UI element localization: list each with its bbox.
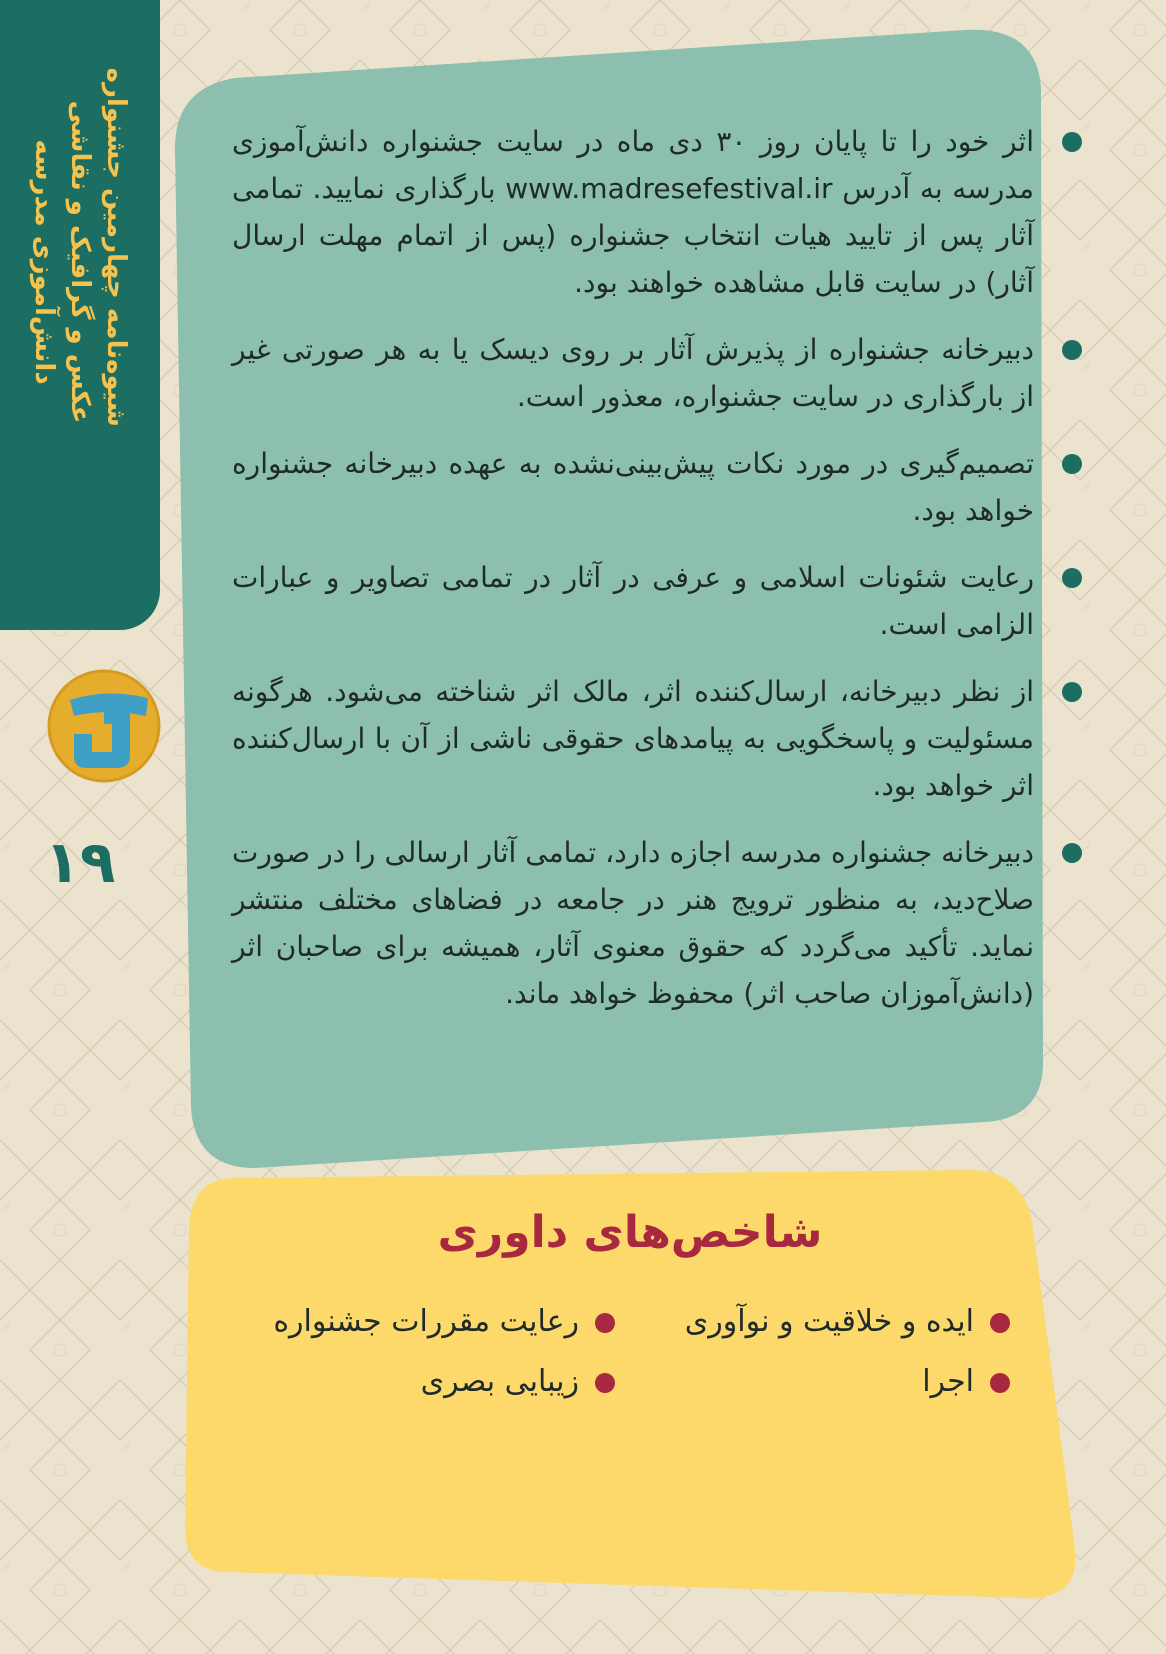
rule-text: اثر خود را تا پایان روز ۳۰ دی ماه در سایت جشنواره دانش‌آموزی مدرسه به آدرس www.madresefestival.ir بارگذاری نمایید. تمامی آثار پس از تایید هیات انتخاب جشنواره (پس از اتمام مهلت ارسال آثار) در سایت قابل مشاهده خواهند بود. bbox=[232, 125, 1034, 299]
festival-logo-icon bbox=[46, 668, 162, 784]
bullet-icon bbox=[1062, 682, 1082, 702]
bullet-icon bbox=[1062, 340, 1082, 360]
criteria-text: زیبایی بصری bbox=[420, 1364, 579, 1399]
criteria-text: ایده و خلاقیت و نوآوری bbox=[684, 1304, 974, 1339]
list-item bbox=[232, 554, 1092, 648]
bullet-icon bbox=[1062, 568, 1082, 588]
criteria-list bbox=[230, 1300, 1020, 1404]
list-item bbox=[232, 440, 1092, 534]
bullet-icon bbox=[990, 1313, 1010, 1333]
side-title-line-1: شیوه‌نامه چهارمین جشنواره bbox=[101, 67, 131, 427]
list-item bbox=[232, 668, 1092, 809]
bullet-icon bbox=[595, 1313, 615, 1333]
bullet-icon bbox=[1062, 454, 1082, 474]
criteria-item bbox=[625, 1360, 1020, 1404]
criteria-item bbox=[625, 1300, 1020, 1344]
list-item bbox=[232, 118, 1092, 306]
criteria-item bbox=[230, 1360, 625, 1404]
list-item bbox=[232, 829, 1092, 1017]
criteria-item bbox=[230, 1300, 625, 1344]
rule-text: دبیرخانه جشنواره از پذیرش آثار بر روی دیسک یا به هر صورتی غیر از بارگذاری در سایت جشنواره، معذور است. bbox=[232, 333, 1034, 413]
rule-text: از نظر دبیرخانه، ارسال‌کننده اثر، مالک اثر شناخته می‌شود. هرگونه مسئولیت و پاسخگویی به پیامدهای حقوقی ناشی از آن با ارسال‌کننده اثر خواهد بود. bbox=[232, 675, 1034, 802]
bullet-icon bbox=[1062, 843, 1082, 863]
page-number: ۱۹ bbox=[44, 828, 116, 896]
rules-list bbox=[232, 118, 1092, 1037]
criteria-text: رعایت مقررات جشنواره bbox=[273, 1304, 579, 1339]
side-title-line-3: دانش‌آموزی مدرسه bbox=[29, 139, 59, 385]
bullet-icon bbox=[990, 1373, 1010, 1393]
criteria-text: اجرا bbox=[922, 1364, 974, 1399]
bullet-icon bbox=[595, 1373, 615, 1393]
rule-text: دبیرخانه جشنواره مدرسه اجازه دارد، تمامی آثار ارسالی را در صورت صلاح‌دید، به منظور ترویج هنر در جامعه در فضاهای مختلف منتشر نماید. تأکید می‌گردد که حقوق معنوی آثار، همیشه برای صاحبان اثر (دانش‌آموزان صاحب اثر) محفوظ خواهد ماند. bbox=[232, 836, 1034, 1010]
side-title-line-2: عکس و گرافیک و نقاشی bbox=[65, 100, 95, 424]
rule-text: تصمیم‌گیری در مورد نکات پیش‌بینی‌نشده به عهده دبیرخانه جشنواره خواهد بود. bbox=[232, 447, 1034, 527]
bullet-icon bbox=[1062, 132, 1082, 152]
rule-text: رعایت شئونات اسلامی و عرفی در آثار در تمامی تصاویر و عبارات الزامی است. bbox=[232, 561, 1034, 641]
criteria-title: شاخص‌های داوری bbox=[437, 1207, 823, 1258]
list-item bbox=[232, 326, 1092, 420]
